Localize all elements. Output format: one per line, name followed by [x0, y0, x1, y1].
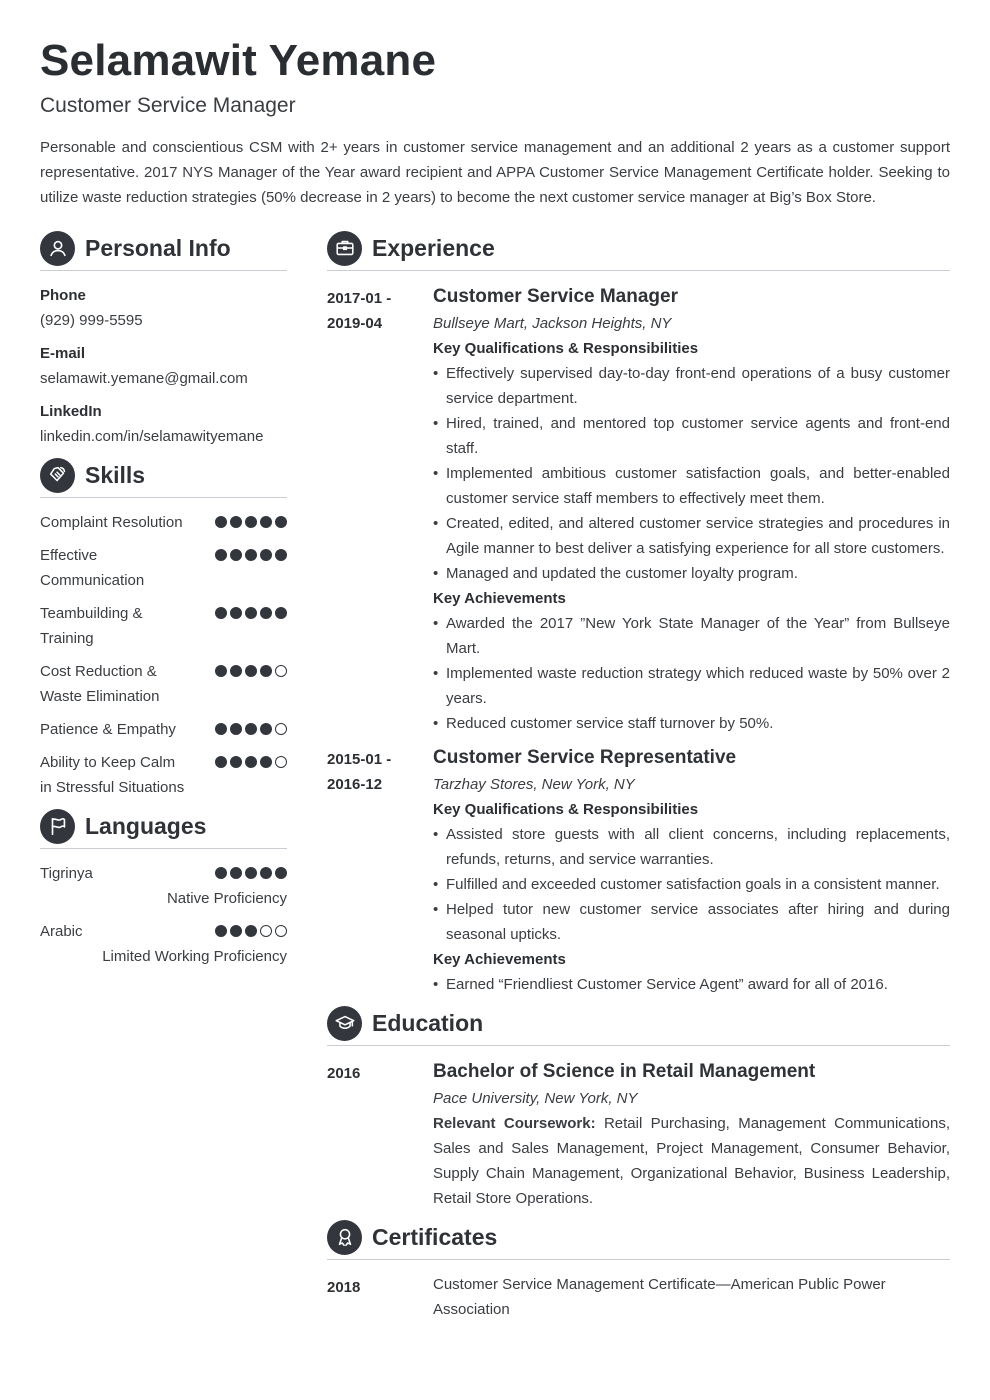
achievements-heading: Key Achievements: [433, 951, 566, 968]
rating-dot-filled: [260, 665, 272, 677]
email-label: E-mail: [40, 345, 86, 362]
job-title: Customer Service Manager: [433, 286, 678, 307]
rating-dot-filled: [275, 549, 287, 561]
flag-icon: [40, 809, 75, 844]
rating-dot-empty: [275, 756, 287, 768]
responsibilities-list: [433, 822, 950, 947]
responsibilities-heading: Key Qualifications & Responsibilities: [433, 801, 699, 818]
job-entry: [327, 283, 950, 736]
language-item: [40, 861, 287, 911]
skill-name: Patience & Empathy: [40, 721, 176, 738]
education-details: [433, 1058, 950, 1211]
list-item: • Managed and updated the customer loyalty program.: [433, 561, 950, 586]
candidate-title: Customer Service Manager: [40, 94, 296, 117]
skill-name: Ability to Keep Calm in Stressful Situations: [40, 754, 185, 796]
skill-item: [40, 510, 287, 535]
certificate-entry: [327, 1272, 950, 1322]
responsibilities-heading: Key Qualifications & Responsibilities: [433, 340, 699, 357]
list-item: • Hired, trained, and mentored top customer service agents and front-end staff.: [433, 411, 950, 461]
certificate-date: 2018: [327, 1279, 361, 1296]
education-entry: [327, 1058, 950, 1211]
coursework-label: Relevant Coursework:: [433, 1115, 596, 1132]
list-item: • Implemented ambitious customer satisfaction goals, and better-enabled customer service staff members to effectively meet them.: [433, 461, 950, 511]
language-item: [40, 919, 287, 969]
rating-dot-filled: [260, 549, 272, 561]
job-details: [433, 283, 950, 736]
rating-dot-filled: [260, 867, 272, 879]
rating-dot-filled: [230, 549, 242, 561]
personal-info-section: [40, 230, 287, 449]
skill-rating: [215, 601, 287, 619]
list-item: • Awarded the 2017 ”New York State Manager of the Year” from Bullseye Mart.: [433, 611, 950, 661]
section-title: Skills: [85, 461, 146, 488]
skill-rating: [215, 717, 287, 735]
linkedin-value: linkedin.com/in/selamawityemane: [40, 428, 264, 445]
briefcase-icon: [327, 231, 362, 266]
handshake-icon: [40, 458, 75, 493]
rating-dot-filled: [230, 665, 242, 677]
skill-item: [40, 601, 287, 651]
skill-rating: [215, 510, 287, 528]
skills-section: [40, 457, 287, 800]
certificate-name: Customer Service Management Certificate—American Public Power Association: [433, 1276, 886, 1318]
job-date-start: 2015-01 -: [327, 751, 392, 768]
rating-dot-filled: [245, 607, 257, 619]
language-proficiency: Limited Working Proficiency: [102, 948, 287, 965]
section-title: Certificates: [372, 1223, 498, 1250]
phone-label: Phone: [40, 287, 86, 304]
rating-dot-filled: [215, 867, 227, 879]
list-item: • Reduced customer service staff turnover by 50%.: [433, 711, 950, 736]
skill-item: [40, 543, 287, 593]
skill-rating: [215, 659, 287, 677]
rating-dot-filled: [215, 925, 227, 937]
list-item: • Earned “Friendliest Customer Service Agent” award for all of 2016.: [433, 972, 950, 997]
email-value: selamawit.yemane@gmail.com: [40, 370, 248, 387]
personal-info-header: [40, 230, 287, 271]
section-title: Personal Info: [85, 234, 231, 261]
profile-summary: Personable and conscientious CSM with 2+ years in customer service management and an additional 2 years as a customer support representative. 2017 NYS Manager of the Year award recipient and APPA Customer Service Management Certificate holder. Seeking to utilize waste reduction strategies (50% decrease in 2 years) to become the next customer service manager at Big’s Box Store.: [40, 139, 950, 206]
candidate-name: Selamawit Yemane: [40, 36, 437, 85]
list-item: • Helped tutor new customer service associates after hiring and during seasonal upticks.: [433, 897, 950, 947]
skill-item: [40, 717, 287, 742]
skill-item: [40, 659, 287, 709]
rating-dot-filled: [230, 756, 242, 768]
list-item: • Created, edited, and altered customer service strategies and procedures in Agile manner to best deliver a satisfying experience for all store customers.: [433, 511, 950, 561]
coursework-text: Retail Purchasing, Management Communications, Sales and Sales Management, Project Management, Consumer Behavior, Supply Chain Management, Organizational Behavior, Business Leadership, Retail Store Operations.: [433, 1115, 950, 1207]
rating-dot-filled: [215, 516, 227, 528]
experience-section: [327, 230, 950, 997]
rating-dot-filled: [275, 867, 287, 879]
phone-value: (929) 999-5595: [40, 312, 143, 329]
coursework: [433, 1111, 950, 1211]
rating-dot-filled: [230, 516, 242, 528]
languages-header: [40, 808, 287, 849]
job-date-end: 2016-12: [327, 776, 383, 793]
section-title: Experience: [372, 234, 495, 261]
rating-dot-filled: [245, 723, 257, 735]
achievements-list: [433, 611, 950, 736]
school-name: Pace University, New York, NY: [433, 1090, 638, 1107]
skill-name: Teambuilding & Training: [40, 605, 143, 647]
skills-list: [40, 510, 287, 800]
rating-dot-empty: [275, 723, 287, 735]
user-icon: [40, 231, 75, 266]
graduation-cap-icon: [327, 1006, 362, 1041]
right-column: [327, 230, 950, 1330]
job-employer: Bullseye Mart, Jackson Heights, NY: [433, 315, 672, 332]
rating-dot-filled: [215, 607, 227, 619]
responsibilities-list: [433, 361, 950, 586]
list-item: • Fulfilled and exceeded customer satisfaction goals in a consistent manner.: [433, 872, 950, 897]
job-title: Customer Service Representative: [433, 747, 737, 768]
rating-dot-filled: [245, 867, 257, 879]
left-column: [40, 230, 287, 977]
list-item: • Assisted store guests with all client concerns, including replacements, refunds, returns, and service warranties.: [433, 822, 950, 872]
achievements-list: [433, 972, 950, 997]
rating-dot-filled: [215, 549, 227, 561]
rating-dot-filled: [245, 549, 257, 561]
achievements-heading: Key Achievements: [433, 590, 566, 607]
language-row: [40, 919, 287, 944]
job-date-end: 2019-04: [327, 315, 383, 332]
rating-dot-filled: [215, 756, 227, 768]
education-section: [327, 1005, 950, 1211]
job-employer: Tarzhay Stores, New York, NY: [433, 776, 635, 793]
language-name: Tigrinya: [40, 865, 93, 882]
rating-dot-filled: [260, 516, 272, 528]
job-date-start: 2017-01 -: [327, 290, 392, 307]
rating-dot-filled: [245, 925, 257, 937]
rating-dot-filled: [245, 665, 257, 677]
section-title: Languages: [85, 812, 207, 839]
skill-rating: [215, 750, 287, 768]
rating-dot-filled: [245, 756, 257, 768]
job-details: [433, 744, 950, 997]
language-rating: [215, 919, 287, 937]
rating-dot-filled: [275, 516, 287, 528]
skills-header: [40, 457, 287, 498]
skill-name: Complaint Resolution: [40, 514, 183, 531]
rating-dot-empty: [260, 925, 272, 937]
degree-title: Bachelor of Science in Retail Management: [433, 1061, 816, 1082]
education-header: [327, 1005, 950, 1046]
experience-header: [327, 230, 950, 271]
rating-dot-filled: [215, 665, 227, 677]
rating-dot-empty: [275, 925, 287, 937]
certificates-header: [327, 1219, 950, 1260]
skill-rating: [215, 543, 287, 561]
section-title: Education: [372, 1009, 484, 1036]
language-name: Arabic: [40, 923, 83, 940]
languages-section: [40, 808, 287, 969]
rating-dot-filled: [275, 607, 287, 619]
skill-name: Effective Communication: [40, 547, 145, 589]
award-icon: [327, 1220, 362, 1255]
education-date: 2016: [327, 1065, 361, 1082]
language-row: [40, 861, 287, 886]
rating-dot-filled: [230, 723, 242, 735]
linkedin-label: LinkedIn: [40, 403, 102, 420]
job-entry: [327, 744, 950, 997]
skill-item: [40, 750, 287, 800]
language-proficiency: Native Proficiency: [166, 890, 287, 907]
job-dates: [327, 283, 433, 736]
list-item: • Effectively supervised day-to-day front-end operations of a busy customer service department.: [433, 361, 950, 411]
rating-dot-filled: [260, 723, 272, 735]
rating-dot-filled: [215, 723, 227, 735]
rating-dot-filled: [230, 607, 242, 619]
rating-dot-filled: [245, 516, 257, 528]
job-dates: [327, 744, 433, 997]
rating-dot-filled: [230, 925, 242, 937]
rating-dot-empty: [275, 665, 287, 677]
rating-dot-filled: [230, 867, 242, 879]
language-rating: [215, 861, 287, 879]
skill-name: Cost Reduction & Waste Elimination: [40, 663, 160, 705]
certificates-section: [327, 1219, 950, 1322]
rating-dot-filled: [260, 607, 272, 619]
certificate-details: [433, 1272, 950, 1322]
list-item: • Implemented waste reduction strategy which reduced waste by 50% over 2 years.: [433, 661, 950, 711]
rating-dot-filled: [260, 756, 272, 768]
